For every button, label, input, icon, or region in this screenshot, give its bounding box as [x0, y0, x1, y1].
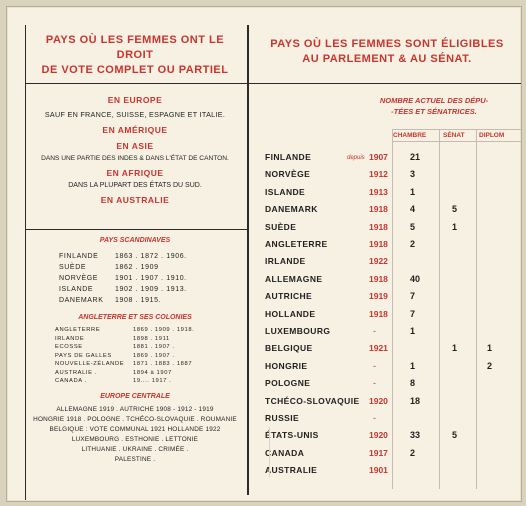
col-chambre: CHAMBRE: [393, 132, 427, 139]
table-country: HOLLANDE: [265, 308, 316, 319]
table-year: -: [373, 360, 376, 371]
centrale-line: LITHUANIE . UKRAINE . CRIMÉE .: [81, 446, 189, 453]
scand-country: SUÈDE: [59, 264, 87, 271]
table-senat: 5: [452, 430, 458, 441]
europe-text: SAUF EN FRANCE, SUISSE, ESPAGNE ET ITALIE.: [44, 110, 226, 119]
table-chambre: 3: [410, 169, 416, 180]
angl-country: AUSTRALIE .: [55, 369, 98, 376]
afrique-title: EN AFRIQUE: [106, 168, 164, 178]
europe-divider: [25, 229, 247, 230]
pencil-notes: [269, 427, 340, 477]
afrique-text: DANS LA PLUPART DES ÉTATS DU SUD.: [68, 182, 202, 189]
header-divider-right: [249, 83, 521, 84]
table-country: RUSSIE: [265, 413, 300, 423]
australie-title: EN AUSTRALIE: [100, 195, 170, 205]
asie-title: EN ASIE: [116, 141, 154, 151]
left-border: [25, 25, 26, 500]
table-country: AUTRICHE: [265, 291, 313, 302]
europe-title: EN EUROPE: [107, 95, 163, 105]
table-country: AUSTRALIE: [265, 465, 318, 476]
table-chambre: 21: [410, 152, 421, 162]
table-senat: 5: [452, 204, 458, 215]
table-year: -: [373, 378, 376, 389]
scand-years: 1901 . 1907 . 1910.: [115, 275, 187, 282]
table-year: 1919: [369, 291, 388, 302]
angleterre-title: ANGLETERRE ET SES COLONIES: [78, 314, 192, 321]
left-header: [27, 33, 243, 78]
table-chambre: 18: [410, 395, 421, 406]
table-year: 1921: [369, 343, 388, 354]
col-line-2: [439, 129, 440, 489]
table-year: 1918: [369, 239, 388, 249]
table-chambre: 1: [410, 360, 416, 371]
angl-years: 1869 . 1907 .: [133, 352, 175, 359]
table-year: 1918: [369, 204, 388, 215]
table-country: BELGIQUE: [265, 343, 313, 354]
depuis-label: depuis: [347, 155, 365, 161]
angl-country: ANGLETERRE: [55, 327, 101, 333]
right-header: [253, 37, 521, 67]
table-year: 1907: [369, 152, 388, 162]
scand-country: ISLANDE: [59, 286, 94, 293]
table-chambre: 5: [410, 221, 416, 232]
angl-years: 1881 . 1907 .: [133, 344, 175, 350]
table-country: LUXEMBOURG: [265, 326, 331, 336]
angl-country: PAYS DE GALLES: [55, 352, 112, 359]
table-year: -: [373, 413, 376, 423]
table-country: ISLANDE: [265, 186, 306, 197]
table-diplom: 1: [487, 343, 493, 354]
centrale-list: [27, 405, 243, 465]
table-country: ÉTATS-UNIS: [265, 430, 319, 441]
angl-country: ECOSSE: [55, 344, 83, 350]
angl-years: 19.... 1917 .: [133, 378, 172, 384]
europe-block: [27, 95, 243, 205]
centrale-line: LUXEMBOURG . ESTHONIE . LETTONIE: [71, 436, 199, 443]
table-country: FINLANDE: [265, 152, 312, 162]
table-country: NORVÈGE: [265, 169, 311, 180]
right-header-line2: AU PARLEMENT & AU SÉNAT.: [302, 53, 472, 65]
table-chambre: 7: [410, 308, 416, 319]
table-chambre: 1: [410, 326, 416, 336]
table-year: 1918: [369, 221, 388, 232]
angl-years: 1898 . 1911: [133, 335, 170, 342]
table-country: DANEMARK: [265, 204, 318, 215]
table-chambre: 33: [410, 430, 421, 441]
right-header-line1: PAYS OÙ LES FEMMES SONT ÉLIGIBLES: [270, 38, 504, 50]
table-chambre: 40: [410, 273, 421, 284]
angl-years: 1894 à 1907: [133, 369, 172, 376]
centrale-line: BELGIQUE : VOTE COMMUNAL 1921 HOLLANDE 1922: [49, 426, 221, 433]
header-divider-left: [25, 83, 247, 84]
table-country: CANADA: [265, 447, 305, 458]
table-country: TCHÉCO-SLOVAQUIE: [265, 395, 360, 406]
col-line-1: [392, 129, 393, 489]
table-title: [347, 95, 521, 117]
table-chambre: 2: [410, 239, 416, 249]
scand-years: 1902 . 1909 . 1913.: [115, 286, 187, 293]
amerique-title: EN AMÉRIQUE: [102, 125, 168, 135]
table-year: 1917: [369, 447, 388, 458]
col-senat: SÉNAT: [443, 132, 465, 139]
scand-country: DANEMARK: [59, 297, 104, 304]
scandinaves-title: PAYS SCANDINAVES: [99, 237, 171, 244]
left-header-line2: DE VOTE COMPLET OU PARTIEL: [41, 64, 229, 76]
table-country: HONGRIE: [265, 360, 308, 371]
scand-country: FINLANDE: [59, 253, 99, 260]
scand-years: 1863 . 1872 . 1906.: [115, 253, 187, 260]
table-senat: 1: [452, 343, 458, 354]
center-divider: [247, 25, 249, 495]
table-country: SUÈDE: [265, 221, 297, 232]
table-senat: 1: [452, 221, 458, 232]
table-year: 1913: [369, 186, 388, 197]
table-year: -: [373, 326, 376, 336]
centrale-line: ALLEMAGNE 1919 . AUTRICHE 1908 - 1912 - 1919: [56, 406, 214, 413]
table-country: ANGLETERRE: [265, 239, 328, 249]
angl-country: CANADA .: [55, 378, 87, 384]
centrale-title: EUROPE CENTRALE: [100, 393, 170, 400]
left-header-line1: PAYS OÙ LES FEMMES ONT LE DROIT: [45, 34, 225, 61]
table-chambre: 1: [410, 186, 416, 197]
table-year: 1920: [369, 395, 388, 406]
table-title-line1: NOMBRE ACTUEL DES DÉPU-: [379, 96, 489, 105]
col-head-line-2: [392, 141, 521, 142]
table-year: 1901: [369, 465, 388, 476]
table-country: IRLANDE: [265, 256, 306, 267]
table-year: 1922: [369, 256, 388, 267]
col-diplom: DIPLOM: [479, 132, 505, 139]
table-year: 1920: [369, 430, 388, 441]
centrale-line: HONGRIE 1918 . POLOGNE . TCHÉCO-SLOVAQUIE . ROUMANIE: [33, 416, 237, 423]
table-year: 1918: [369, 273, 388, 284]
scand-years: 1862 . 1909: [115, 264, 159, 271]
table-year: 1912: [369, 169, 388, 180]
scand-country: NORVÈGE: [59, 275, 99, 282]
centrale-line: PALESTINE .: [114, 456, 156, 463]
col-head-line: [392, 129, 521, 130]
document-sheet: [6, 6, 522, 502]
scand-years: 1908 . 1915.: [115, 297, 162, 304]
table-chambre: 7: [410, 291, 416, 302]
table-chambre: 8: [410, 378, 416, 389]
angl-years: 1871 . 1883 . 1887: [133, 361, 193, 367]
table-chambre: 4: [410, 204, 416, 215]
col-line-3: [476, 129, 477, 489]
table-year: 1918: [369, 308, 388, 319]
table-title-line2: -TÉES ET SÉNATRICES.: [391, 107, 477, 116]
table-country: POLOGNE: [265, 378, 311, 389]
angl-country: IRLANDE: [55, 335, 85, 342]
asie-text: DANS UNE PARTIE DES INDES & DANS L'ÉTAT DE CANTON.: [41, 155, 229, 162]
table-chambre: 2: [410, 447, 416, 458]
table-diplom: 2: [487, 360, 493, 371]
angl-country: NOUVELLE-ZÉLANDE: [55, 361, 125, 367]
angl-years: 1869 . 1909 . 1918.: [133, 327, 195, 333]
table-country: ALLEMAGNE: [265, 273, 323, 284]
